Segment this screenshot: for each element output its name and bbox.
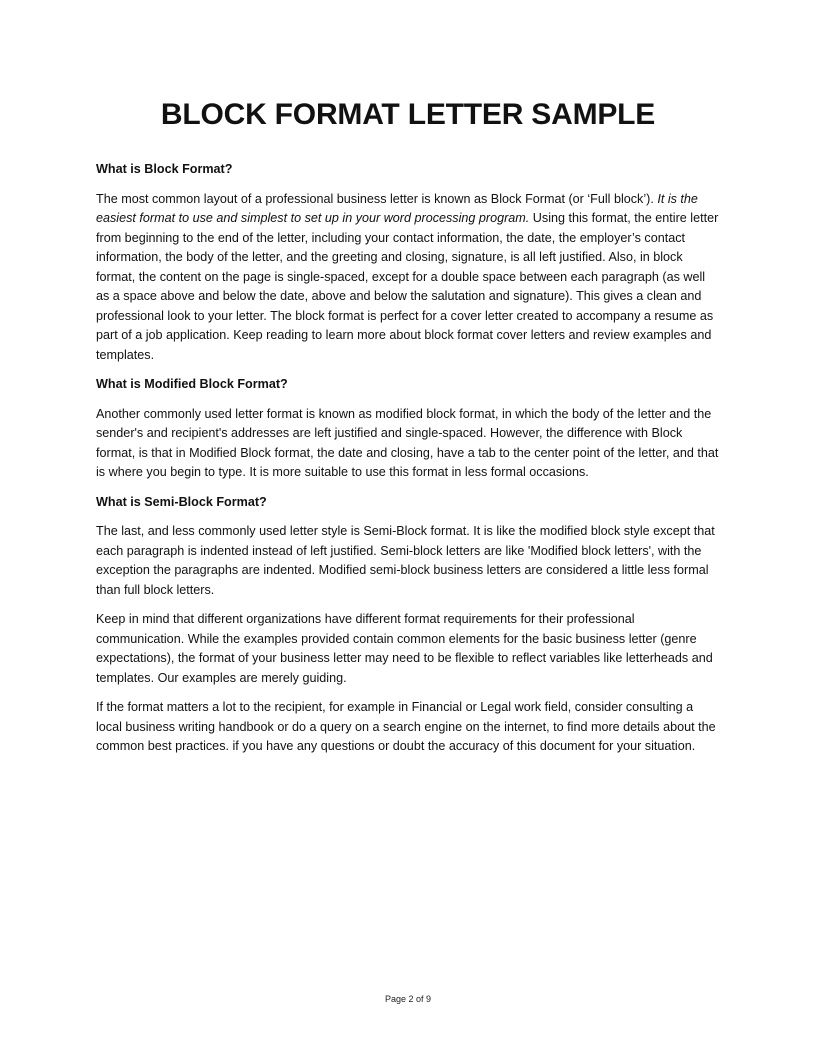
document-body bbox=[96, 160, 720, 767]
heading-semi-block-format: What is Semi-Block Format? bbox=[96, 494, 267, 509]
paragraph-text: Using this format, the entire letter from beginning to the end of the letter, including your contact information, the date, the employer’s contact information, the body of the letter, and the greeting and closing, signature, is all left justified. Also, in block format, the content on the page is single-spaced, except for a double space between each paragraph (as well as a space above and below the date, above and below the salutation and signature). This gives a clean and professional look to your letter. The block format is perfect for a cover letter created to accompany a resume as part of a job application. Keep reading to learn more about block format cover letters and review examples and templates. bbox=[96, 211, 719, 362]
page-title: BLOCK FORMAT LETTER SAMPLE bbox=[160, 98, 656, 131]
paragraph-organization-requirements: Keep in mind that different organizations have different format requirements for their professional communication. While the examples provided contain common elements for the basic business letter (genre expectations), the format of your business letter may need to be flexible to reflect variables like letterheads and templates. Our examples are merely guiding. bbox=[96, 612, 713, 685]
paragraph-italic-text: It is the easiest format to use and simplest to set up in your word processing program. bbox=[96, 191, 698, 225]
heading-block-format: What is Block Format? bbox=[96, 162, 233, 176]
paragraph-modified-block-format: Another commonly used letter format is known as modified block format, in which the body of the letter and the sender's and recipient's addresses are left justified and single-spaced. However, the difference with Block format, is that in Modified Block format, the date and closing, have a tab to the center point of the letter, and that is where you begin to type. It is more suitable to use this format in less formal occasions. bbox=[96, 406, 719, 479]
paragraph-text: The most common layout of a professional business letter is known as Block Format (or ‘Full block’). bbox=[96, 191, 658, 206]
paragraph-semi-block-format: The last, and less commonly used letter style is Semi-Block format. It is like the modified block style except that each paragraph is indented instead of left justified. Semi-block letters are like 'Modified block letters', with the exception the paragraphs are indented. Modified semi-block business letters are considered a little less formal than full block letters. bbox=[96, 524, 715, 597]
paragraph-format-matters: If the format matters a lot to the recipient, for example in Financial or Legal work field, consider consulting a local business writing handbook or do a query on a search engine on the internet, to find more details about the common best practices. if you have any questions or doubt the accuracy of this document for your situation. bbox=[96, 700, 716, 753]
paragraph-block-format bbox=[96, 190, 720, 366]
heading-modified-block-format: What is Modified Block Format? bbox=[96, 377, 288, 391]
page-number: Page 2 of 9 bbox=[384, 994, 432, 1004]
